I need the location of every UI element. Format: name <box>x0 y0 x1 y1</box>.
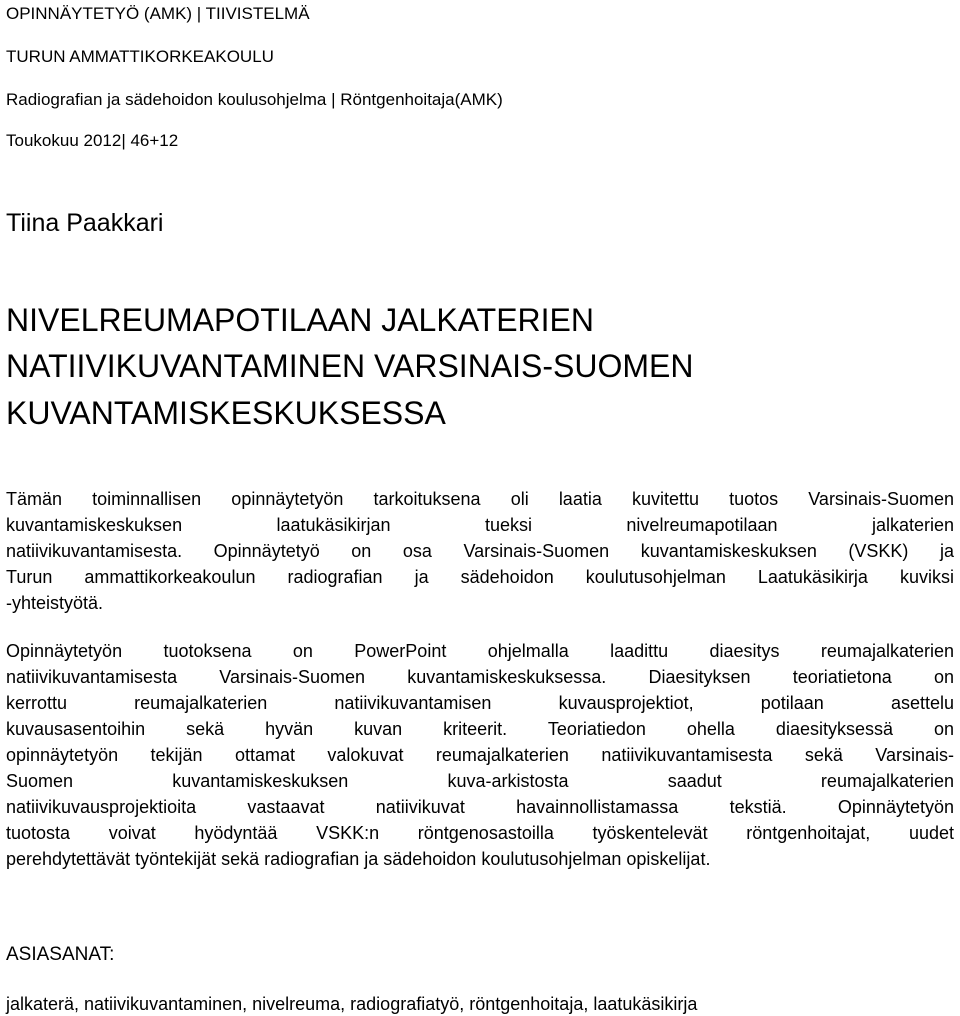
title-line: NATIIVIKUVANTAMINEN VARSINAIS-SUOMEN <box>6 348 694 384</box>
paragraph-line: kuvausasentoihin sekä hyvän kuvan kriteerit. Teoriatiedon ohella diaesityksessä on <box>6 719 954 739</box>
paragraph-line: Suomen kuvantamiskeskuksen kuva-arkistosta saadut reumajalkaterien <box>6 771 954 791</box>
school-name: TURUN AMMATTIKORKEAKOULU <box>6 47 274 66</box>
paragraph-line: Tämän toiminnallisen opinnäytetyön tarkoituksena oli laatia kuvitettu tuotos Varsinais-Suomen <box>6 489 954 509</box>
title-line: KUVANTAMISKESKUKSESSA <box>6 395 446 431</box>
date-and-pages: Toukokuu 2012| 46+12 <box>6 131 179 150</box>
title-line: NIVELREUMAPOTILAAN JALKATERIEN <box>6 302 594 338</box>
paragraph-line: natiivikuvantamisesta. Opinnäytetyö on osa Varsinais-Suomen kuvantamiskeskuksen (VSKK) ja <box>6 541 954 561</box>
keywords-heading: ASIASANAT: <box>6 944 115 965</box>
abstract-paragraph-1 <box>6 486 954 616</box>
paragraph-line: natiivikuvausprojektioita vastaavat natiivikuvat havainnollistamassa tekstiä. Opinnäytetyön <box>6 797 954 817</box>
paragraph-line: natiivikuvantamisesta Varsinais-Suomen kuvantamiskeskuksessa. Diaesityksen teoriatietona on <box>6 667 954 687</box>
degree-programme: Radiografian ja sädehoidon koulusohjelma | Röntgenhoitaja(AMK) <box>6 90 503 109</box>
paragraph-line: kuvantamiskeskuksen laatukäsikirjan tueksi nivelreumapotilaan jalkaterien <box>6 515 954 535</box>
paragraph-line: -yhteistyötä. <box>6 593 104 613</box>
paragraph-line: Opinnäytetyön tuotoksena on PowerPoint ohjelmalla laadittu diaesitys reumajalkaterien <box>6 641 954 661</box>
author-name: Tiina Paakkari <box>6 209 164 237</box>
paragraph-line: tuotosta voivat hyödyntää VSKK:n röntgenosastoilla työskentelevät röntgenhoitajat, uudet <box>6 823 954 843</box>
document-type-line: OPINNÄYTETYÖ (AMK) | TIIVISTELMÄ <box>6 4 310 23</box>
keywords-list: jalkaterä, natiivikuvantaminen, nivelreuma, radiografiatyö, röntgenhoitaja, laatukäsikirja <box>6 994 698 1014</box>
paragraph-line: kerrottu reumajalkaterien natiivikuvantamisen kuvausprojektiot, potilaan asettelu <box>6 693 954 713</box>
paragraph-line: opinnäytetyön tekijän ottamat valokuvat reumajalkaterien natiivikuvantamisesta sekä Varsinais- <box>6 745 954 765</box>
paragraph-line: Turun ammattikorkeakoulun radiografian ja sädehoidon koulutusohjelman Laatukäsikirja kuviksi <box>6 567 954 587</box>
abstract-paragraph-2 <box>6 638 954 872</box>
paragraph-line: perehdytettävät työntekijät sekä radiografian ja sädehoidon koulutusohjelman opiskelijat. <box>6 849 711 869</box>
